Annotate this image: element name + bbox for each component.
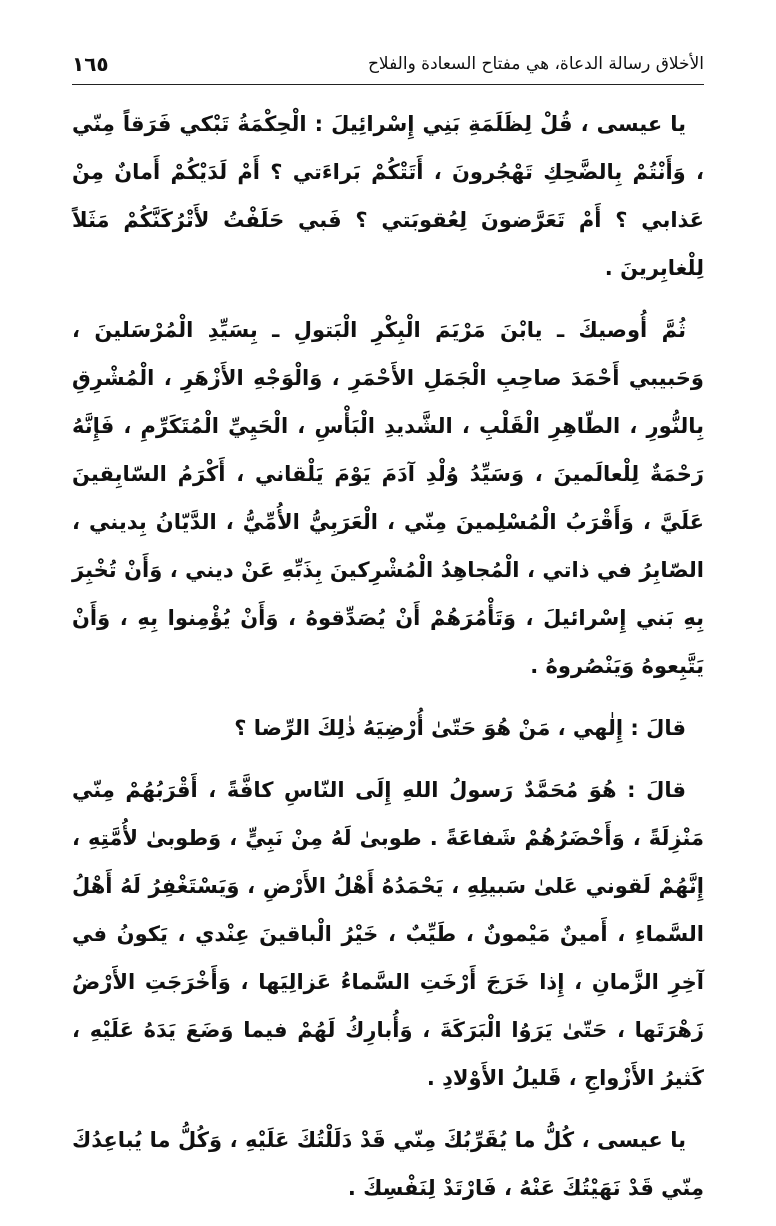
running-title: الأخلاق رسالة الدعاة، هي مفتاح السعادة والفلاح bbox=[367, 54, 704, 74]
page-header bbox=[72, 44, 704, 85]
body-text bbox=[72, 100, 704, 1226]
paragraph-4: قالَ : هُوَ مُحَمَّدٌ رَسولُ اللهِ إِلَى النّاسِ كافَّةً ، أَقْرَبُهُمْ مِنّي مَنْزِلَةً ، وَأَحْضَرُهُمْ شَفاعَةً . طوبىٰ لَهُ مِنْ نَبِيٍّ ، وَطوبىٰ لأُمَّتِهِ ، إِنَّهُمْ لَقوني عَلىٰ سَبيلِهِ ، يَحْمَدُهُ أَهْلُ الأَرْضِ ، وَيَسْتَغْفِرُ لَهُ أَهْلُ السَّماءِ ، أَمينٌ مَيْمونٌ ، طَيِّبٌ ، خَيْرُ الْباقينَ عِنْدي ، يَكونُ في آخِرِ الزَّمانِ ، إِذا خَرَجَ أَرْخَتِ السَّماءُ عَزالِيَها ، وَأَخْرَجَتِ الأَرْضُ زَهْرَتَها ، حَتّىٰ يَرَوُا الْبَرَكَةَ ، وَأُبارِكُ لَهُمْ فيما وَضَعَ يَدَهُ عَلَيْهِ ، كَثيرُ الأَزْواجِ ، قَليلُ الأَوْلادِ . bbox=[72, 778, 704, 1090]
paragraph-2: ثُمَّ أُوصيكَ ـ يابْنَ مَرْيَمَ الْبِكْرِ الْبَتولِ ـ بِسَيِّدِ الْمُرْسَلينَ ، وَحَبيبي أَحْمَدَ صاحِبِ الْجَمَلِ الأَحْمَرِ ، وَالْوَجْهِ الأَزْهَرِ ، الْمُشْرِقِ بِالنُّورِ ، الطّاهِرِ الْقَلْبِ ، الشَّديدِ الْبَأْسِ ، الْحَيِيِّ الْمُتَكَرِّمِ ، فَإِنَّهُ رَحْمَةٌ لِلْعالَمينَ ، وَسَيِّدُ وُلْدِ آدَمَ يَوْمَ يَلْقاني ، أَكْرَمُ السّابِقينَ عَلَيَّ ، وَأَقْرَبُ الْمُسْلِمينَ مِنّي ، الْعَرَبِيُّ الأُمِّيُّ ، الدَّيّانُ بِديني ، الصّابِرُ في ذاتي ، الْمُجاهِدُ الْمُشْرِكينَ بِذَبِّهِ عَنْ ديني ، وَأَنْ تُخْبِرَ بِهِ بَني إِسْرائيلَ ، وَتَأْمُرَهُمْ أَنْ يُصَدِّقوهُ ، وَأَنْ يُؤْمِنوا بِهِ ، وَأَنْ يَتَّبِعوهُ وَيَنْصُروهُ . bbox=[72, 318, 704, 678]
paragraph-1: يا عيسى ، قُلْ لِظَلَمَةِ بَنِي إِسْرائِيلَ : الْحِكْمَةُ تَبْكي فَرَقاً مِنّي ، وَأَنْتُمْ بِالضَّحِكِ تَهْجُرونَ ، أَتَتْكُمْ بَراءَتي ؟ أَمْ لَدَيْكُمْ أَمانٌ مِنْ عَذابي ؟ أَمْ تَعَرَّضونَ لِعُقوبَتي ؟ فَبي حَلَفْتُ لأَتْرُكَنَّكُمْ مَثَلاً لِلْغابِرينَ . bbox=[72, 112, 704, 280]
page-number: ١٦٥ bbox=[72, 52, 109, 76]
paragraph-5: يا عيسى ، كُلُّ ما يُقَرِّبُكَ مِنّي قَدْ دَلَلْتُكَ عَلَيْهِ ، وَكُلُّ ما يُباعِدُكَ مِنّي قَدْ نَهَيْتُكَ عَنْهُ ، فَارْتَدْ لِنَفْسِكَ . bbox=[72, 1128, 704, 1200]
paragraph-3: قالَ : إِلٰهي ، مَنْ هُوَ حَتّىٰ أُرْضِيَهُ ذٰلِكَ الرِّضا ؟ bbox=[234, 716, 686, 740]
